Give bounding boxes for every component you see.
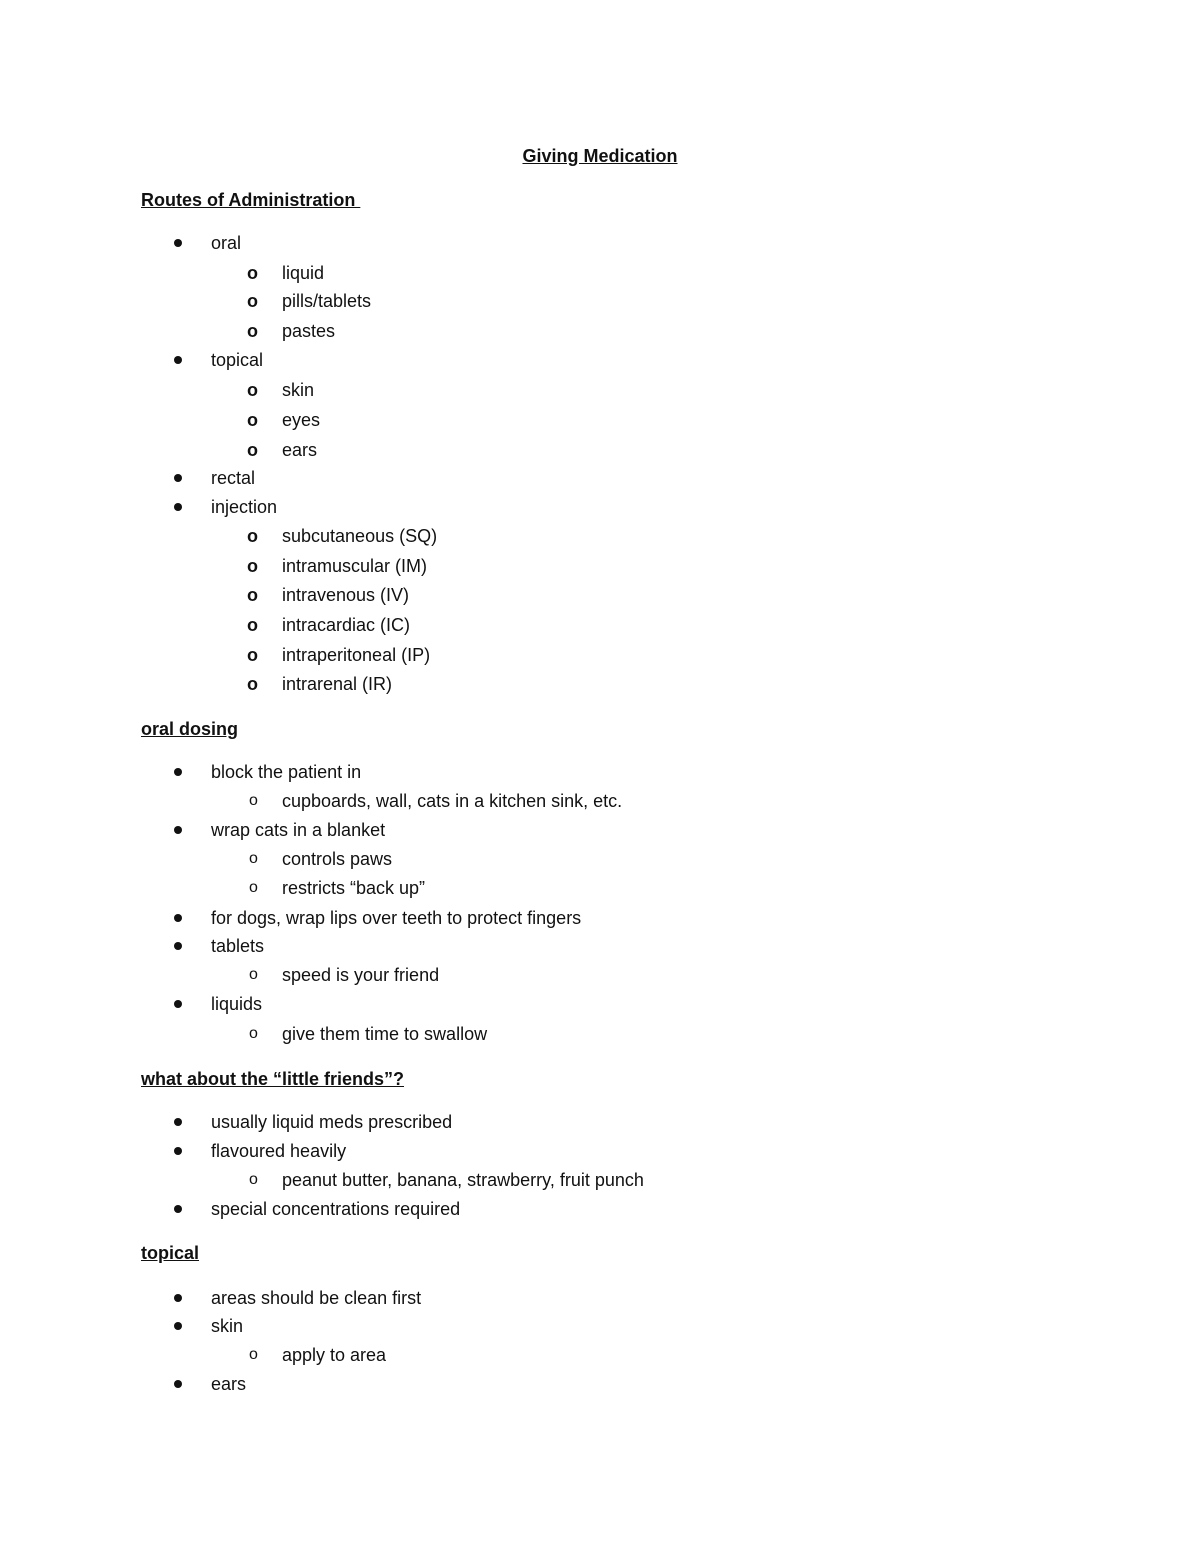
sub-list-item-label: cupboards, wall, cats in a kitchen sink, etc. (282, 791, 623, 811)
circle-bullet-icon: o (249, 1171, 258, 1188)
sub-list-item (247, 288, 372, 314)
sub-list-item (247, 437, 318, 463)
list-item-label: block the patient in (211, 762, 362, 782)
sub-list-item (247, 553, 428, 579)
sub-list-item (249, 1021, 488, 1047)
document-title: Giving Medication (522, 146, 678, 166)
bullet-icon (174, 914, 182, 922)
bullet-icon (174, 1147, 182, 1155)
circle-bullet-icon: o (247, 263, 258, 283)
list-item (211, 1109, 452, 1135)
section-heading-little-friends: what about the “little friends”? (141, 1069, 405, 1089)
bullet-icon (174, 1118, 182, 1126)
list-item-label: flavoured heavily (211, 1141, 347, 1161)
list-item-label: special concentrations required (211, 1199, 461, 1219)
list-item-label: skin (211, 1316, 244, 1336)
list-item-label: tablets (211, 936, 265, 956)
circle-bullet-icon: o (247, 321, 258, 341)
sub-list-item (247, 671, 393, 697)
sub-list-item (249, 875, 426, 901)
list-item (211, 465, 255, 491)
list-item (211, 347, 263, 373)
sub-list-item (247, 582, 410, 608)
list-item (211, 1138, 346, 1164)
sub-list-item-label: intracardiac (IC) (282, 615, 411, 635)
circle-bullet-icon: o (247, 615, 258, 635)
sub-list-item-label: subcutaneous (SQ) (282, 526, 438, 546)
bullet-icon (174, 1380, 182, 1388)
sub-list-item (247, 260, 325, 286)
list-item (211, 817, 385, 843)
sub-list-item-label: skin (282, 380, 315, 400)
sub-list-item (247, 318, 336, 344)
sub-list-item-label: apply to area (282, 1345, 387, 1365)
bullet-icon (174, 826, 182, 834)
list-item-label: injection (211, 497, 278, 517)
list-item (211, 1196, 460, 1222)
circle-bullet-icon: o (247, 556, 258, 576)
list-item-label: topical (211, 350, 264, 370)
sub-list-item-label: intrarenal (IR) (282, 674, 393, 694)
sub-list-item-label: intraperitoneal (IP) (282, 645, 431, 665)
sub-list-item (247, 612, 411, 638)
list-item-label: for dogs, wrap lips over teeth to protect fingers (211, 908, 582, 928)
sub-list-item-label: liquid (282, 263, 325, 283)
list-item-label: rectal (211, 468, 256, 488)
list-item-label: usually liquid meds prescribed (211, 1112, 453, 1132)
list-item (211, 905, 581, 931)
bullet-icon (174, 1000, 182, 1008)
section-heading-routes: Routes of Administration (141, 190, 361, 210)
circle-bullet-icon: o (247, 291, 258, 311)
sub-list-item (247, 523, 438, 549)
list-item (211, 230, 241, 256)
sub-list-item (247, 642, 431, 668)
circle-bullet-icon: o (249, 966, 258, 983)
sub-list-item (249, 1342, 387, 1368)
circle-bullet-icon: o (249, 850, 258, 867)
sub-list-item (247, 407, 321, 433)
circle-bullet-icon: o (249, 879, 258, 896)
list-item (211, 933, 264, 959)
bullet-icon (174, 1322, 182, 1330)
list-item (211, 494, 277, 520)
list-item-label: oral (211, 233, 242, 253)
sub-list-item-label: intramuscular (IM) (282, 556, 428, 576)
bullet-icon (174, 1205, 182, 1213)
sub-list-item (249, 788, 623, 814)
circle-bullet-icon: o (249, 1025, 258, 1042)
bullet-icon (174, 942, 182, 950)
sub-list-item-label: ears (282, 440, 318, 460)
circle-bullet-icon: o (247, 380, 258, 400)
section-heading-oral-dosing: oral dosing (141, 719, 239, 739)
sub-list-item-label: give them time to swallow (282, 1024, 488, 1044)
circle-bullet-icon: o (247, 645, 258, 665)
sub-list-item (249, 962, 440, 988)
section-heading-topical: topical (141, 1243, 200, 1263)
bullet-icon (174, 503, 182, 511)
circle-bullet-icon: o (247, 526, 258, 546)
list-item (211, 991, 262, 1017)
list-item (211, 1313, 243, 1339)
list-item (211, 1285, 421, 1311)
list-item (211, 759, 361, 785)
circle-bullet-icon: o (247, 585, 258, 605)
bullet-icon (174, 239, 182, 247)
list-item-label: areas should be clean first (211, 1288, 422, 1308)
sub-list-item (249, 846, 393, 872)
sub-list-item-label: pills/tablets (282, 291, 372, 311)
circle-bullet-icon: o (249, 1346, 258, 1363)
list-item-label: wrap cats in a blanket (211, 820, 386, 840)
sub-list-item-label: speed is your friend (282, 965, 440, 985)
sub-list-item-label: intravenous (IV) (282, 585, 410, 605)
circle-bullet-icon: o (247, 674, 258, 694)
circle-bullet-icon: o (249, 792, 258, 809)
sub-list-item-label: peanut butter, banana, strawberry, fruit punch (282, 1170, 644, 1190)
circle-bullet-icon: o (247, 440, 258, 460)
circle-bullet-icon: o (247, 410, 258, 430)
sub-list-item (247, 377, 315, 403)
bullet-icon (174, 768, 182, 776)
sub-list-item-label: pastes (282, 321, 336, 341)
sub-list-item-label: controls paws (282, 849, 393, 869)
bullet-icon (174, 474, 182, 482)
sub-list-item (249, 1167, 644, 1193)
list-item-label: ears (211, 1374, 247, 1394)
bullet-icon (174, 356, 182, 364)
sub-list-item-label: eyes (282, 410, 321, 430)
list-item-label: liquids (211, 994, 263, 1014)
list-item (211, 1371, 246, 1397)
bullet-icon (174, 1294, 182, 1302)
sub-list-item-label: restricts “back up” (282, 878, 426, 898)
